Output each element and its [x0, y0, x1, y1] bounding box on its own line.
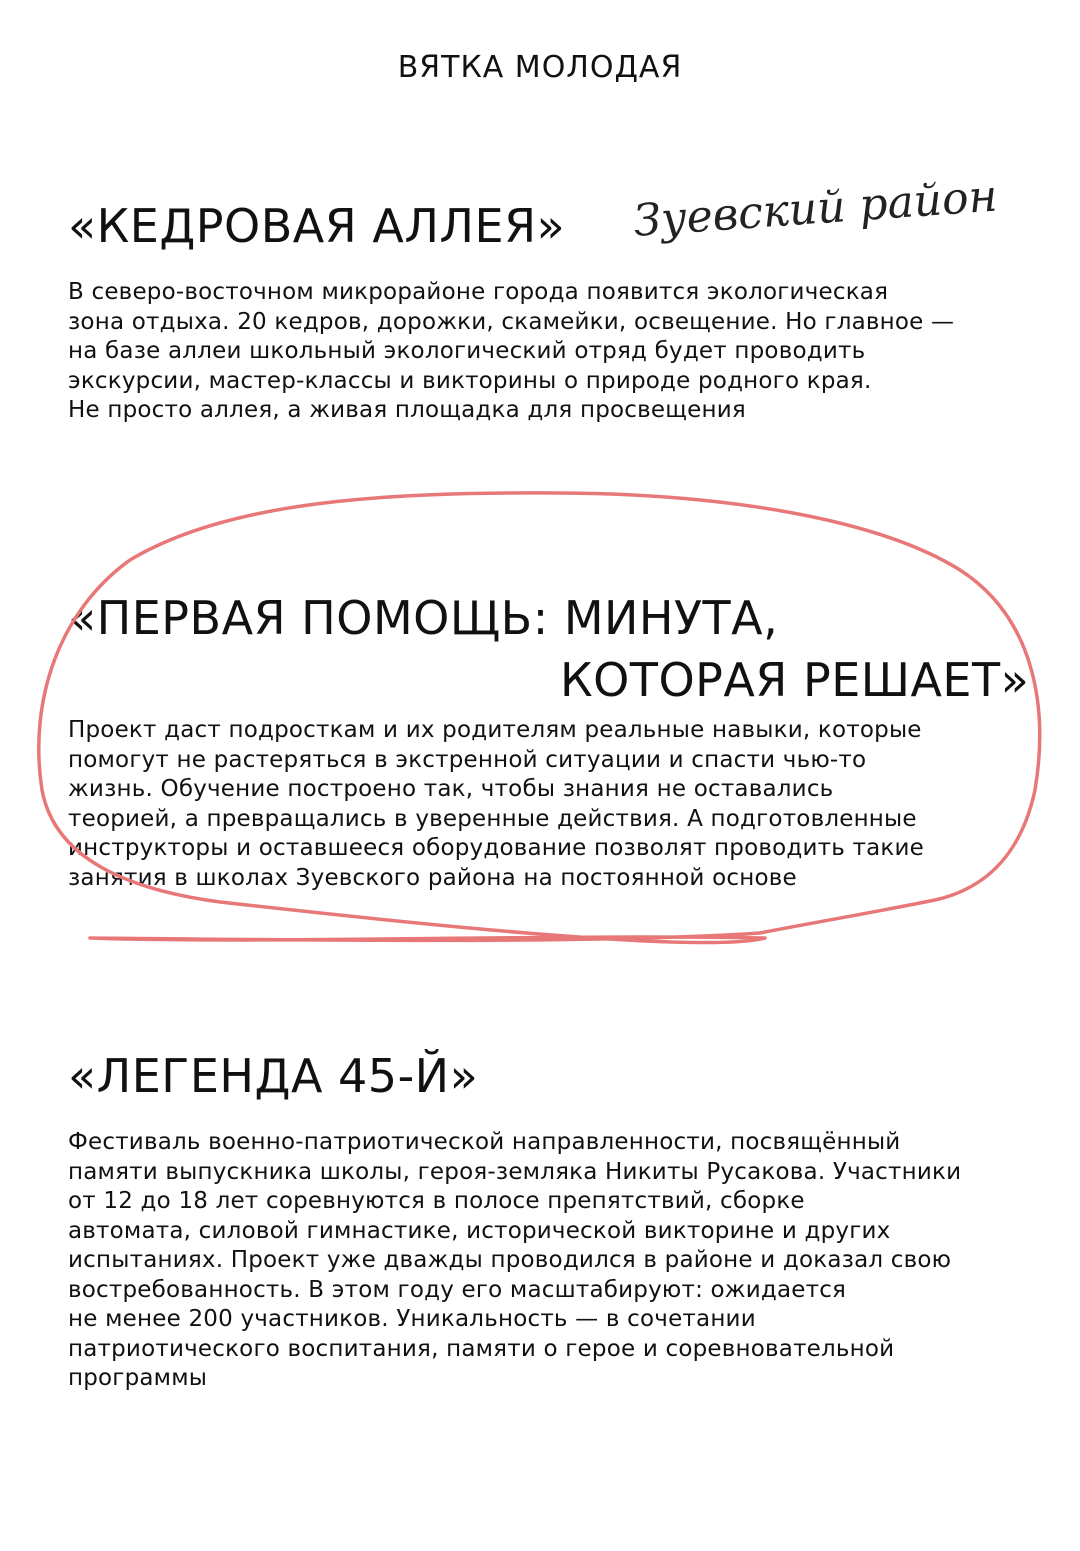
district-signature: Зуевский район [632, 170, 1000, 247]
text-line: жизнь. Обучение построено так, чтобы знания не оставались [68, 776, 834, 802]
section-body-first-aid [68, 716, 1028, 893]
text-line: востребованность. В этом году его масштабируют: ожидается [68, 1276, 847, 1303]
text-line: от 12 до 18 лет соревнуются в полосе препятствий, сборке [68, 1188, 805, 1214]
section-title-first-aid-line2: КОТОРАЯ РЕШАЕТ» [560, 653, 1030, 707]
text-line: Проект даст подросткам и их родителям реальные навыки, которые [68, 717, 922, 743]
text-line: автомата, силовой гимнастике, исторической викторине и других [68, 1217, 891, 1244]
text-line: помогут не растеряться в экстренной ситуации и спасти чью-то [68, 746, 867, 773]
text-line: на базе аллеи школьный экологический отряд будет проводить [68, 338, 866, 364]
text-line: памяти выпускника школы, героя-земляка Никиты Русакова. Участники [68, 1158, 962, 1185]
text-line: не менее 200 участников. Уникальность — в сочетании [68, 1306, 756, 1332]
section-title-first-aid-line1: «ПЕРВАЯ ПОМОЩЬ: МИНУТА, [68, 591, 779, 645]
text-line: инструкторы и оставшееся оборудование позволят проводить такие [68, 835, 924, 861]
section-body-legend [68, 1128, 1028, 1394]
text-line: занятия в школах Зуевского района на постоянной основе [68, 864, 797, 891]
text-line: В северо-восточном микрорайоне города появится экологическая [68, 279, 889, 305]
section-title-kedrovaya: «КЕДРОВАЯ АЛЛЕЯ» [68, 199, 566, 253]
text-line: экскурсии, мастер-классы и викторины о природе родного края. [68, 367, 872, 394]
text-line: программы [68, 1365, 208, 1391]
text-line: Не просто аллея, а живая площадка для просвещения [68, 397, 746, 423]
brand-title: ВЯТКА МОЛОДАЯ [397, 50, 683, 85]
text-line: теорией, а превращались в уверенные действия. А подготовленные [68, 805, 917, 832]
text-line: зона отдыха. 20 кедров, дорожки, скамейки, освещение. Но главное — [68, 308, 955, 335]
text-line: патриотического воспитания, памяти о герое и соревновательной [68, 1335, 895, 1362]
section-title-legend: «ЛЕГЕНДА 45-Й» [68, 1049, 479, 1103]
text-line: испытаниях. Проект уже дважды проводился в районе и доказал свою [68, 1247, 952, 1273]
section-body-kedrovaya [68, 278, 1028, 426]
text-line: Фестиваль военно-патриотической направленности, посвящённый [68, 1129, 901, 1155]
